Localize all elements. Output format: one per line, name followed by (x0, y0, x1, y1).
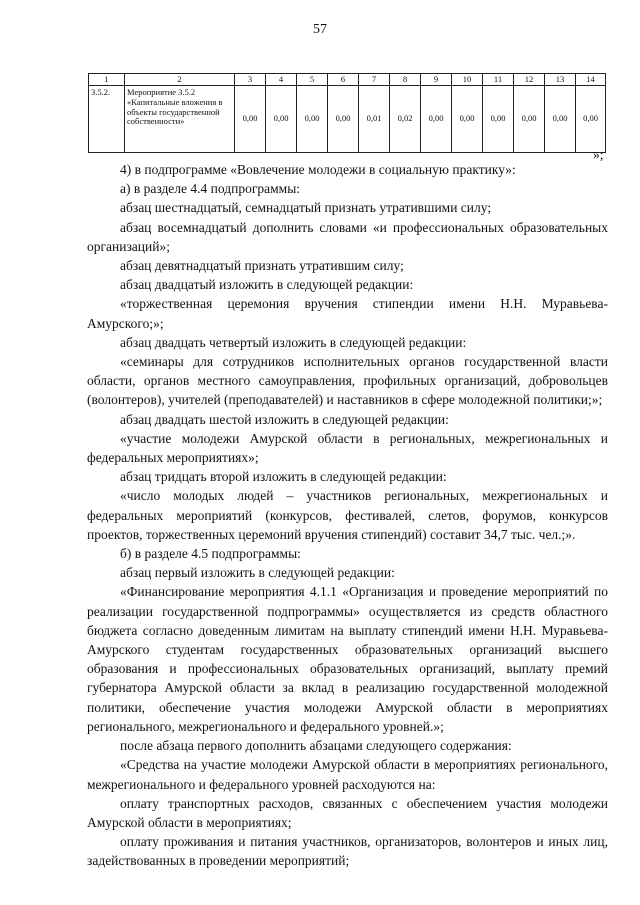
column-header: 11 (483, 74, 514, 86)
paragraph: 4) в подпрограмме «Вовлечение молодежи в социальную практику»: (120, 162, 516, 177)
paragraph: оплату проживания и питания участников, организаторов, волонтеров и иных лиц, задействованных в проведении мероприятий; (87, 834, 608, 869)
paragraph: абзац двадцать четвертый изложить в следующей редакции: (120, 334, 467, 350)
paragraph: «участие молодежи Амурской области в региональных, межрегиональных и федеральных мероприятиях»; (87, 430, 608, 466)
column-header: 13 (545, 74, 576, 86)
paragraph: «число молодых людей – участников региональных, межрегиональных и федеральных мероприятий (конкурсов, фестивалей, слетов, форумов, конкурсов проектов, торжественных церемоний вручения стипендий) составит 34,7 тыс. чел.;». (87, 488, 608, 542)
table-cell: 0,00 (576, 86, 606, 153)
column-header: 9 (421, 74, 452, 86)
page-number: 57 (313, 22, 327, 37)
column-header: 2 (125, 74, 235, 86)
paragraph: абзац двадцатый изложить в следующей редакции: (120, 277, 414, 293)
column-header: 12 (514, 74, 545, 86)
table-cell: 0,01 (359, 86, 390, 153)
table-closing-quote: »; (593, 147, 604, 162)
column-header: 3 (235, 74, 266, 86)
paragraph: абзац шестнадцатый, семнадцатый признать утратившими силу; (120, 200, 492, 216)
paragraph: «торжественная церемония вручения стипендии имени Н.Н. Муравьева-Амурского;»; (87, 296, 608, 331)
table-cell: 0,00 (297, 86, 328, 153)
paragraph: абзац первый изложить в следующей редакции: (120, 565, 395, 581)
body-text (87, 160, 608, 871)
column-header: 8 (390, 74, 421, 86)
table-cell: 0,00 (452, 86, 483, 153)
paragraph: абзац двадцать шестой изложить в следующей редакции: (120, 411, 449, 427)
table-cell: 0,00 (328, 86, 359, 153)
table-cell: 0,00 (421, 86, 452, 153)
paragraph: абзац девятнадцатый признать утратившим силу; (120, 258, 404, 274)
column-header: 1 (89, 74, 125, 86)
column-header: 6 (328, 74, 359, 86)
paragraph: «Средства на участие молодежи Амурской области в мероприятиях регионального, межрегионального и федерального уровней расходуются на: (87, 757, 608, 792)
table-cell: 0,00 (545, 86, 576, 153)
paragraph: абзац восемнадцатый дополнить словами «и профессиональных образовательных организаций»; (87, 219, 608, 254)
paragraph: б) в разделе 4.5 подпрограммы: (120, 546, 301, 562)
paragraph: а) в разделе 4.4 подпрограммы: (120, 181, 301, 197)
paragraph: абзац тридцать второй изложить в следующей редакции: (120, 469, 447, 485)
paragraph: «Финансирование мероприятия 4.1.1 «Организация и проведение мероприятий по реализации государственной подпрограммы» осуществляется из средств областного бюджета согласно доведенным лимитам на выплату стипендий имени Н.Н. Муравьева-Амурского студентам государственных образовательных организаций высшего образования и профессиональных образовательных организаций, выплату премий губернатора Амурской области за вклад в реализацию государственной молодежной политики, обеспечение участия молодежи Амурской области в мероприятиях регионального, межрегионального и федерального уровней.»; (87, 584, 608, 734)
column-header: 14 (576, 74, 606, 86)
column-header: 7 (359, 74, 390, 86)
column-header: 5 (297, 74, 328, 86)
budget-table (88, 73, 606, 153)
table-header-row (89, 74, 606, 86)
table-cell: 0,00 (235, 86, 266, 153)
paragraph: после абзаца первого дополнить абзацами следующего содержания: (120, 738, 512, 754)
row-title: Мероприятие 3.5.2 «Капитальные вложения в объекты государственной собственности» (125, 86, 235, 153)
column-header: 10 (452, 74, 483, 86)
table-cell: 0,00 (483, 86, 514, 153)
paragraph: оплату транспортных расходов, связанных с обеспечением участия молодежи Амурской области в мероприятиях; (87, 795, 608, 830)
row-code: 3.5.2. (89, 86, 125, 153)
paragraph: «семинары для сотрудников исполнительных органов государственной власти области, органов местного самоуправления, профильных организаций, добровольцев (волонтеров), учителей (преподавателей) и наставников в сфере молодежной политики;»; (87, 354, 608, 408)
column-header: 4 (266, 74, 297, 86)
table-row (89, 86, 606, 153)
table-cell: 0,00 (266, 86, 297, 153)
table-cell: 0,02 (390, 86, 421, 153)
table-cell: 0,00 (514, 86, 545, 153)
